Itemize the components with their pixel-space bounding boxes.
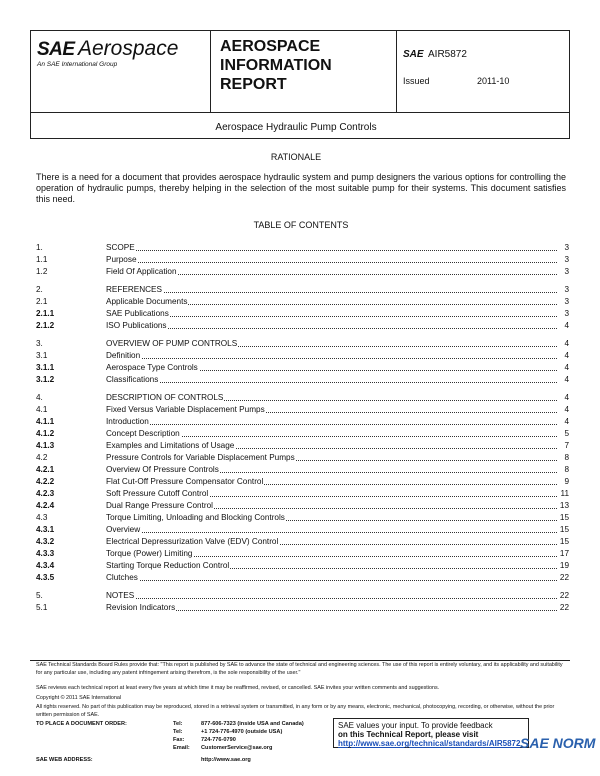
- toc-entry[interactable]: [36, 572, 569, 583]
- toc-entry-number: 1.: [36, 243, 43, 252]
- toc-entry-page: 4: [564, 375, 569, 384]
- toc-entry[interactable]: [36, 476, 569, 487]
- toc-entry[interactable]: [36, 308, 569, 319]
- issued-date: 2011-10: [477, 76, 510, 86]
- fax-value: 724-776-0790: [201, 737, 236, 743]
- toc-entry-title: Pressure Controls for Variable Displacement Pumps: [106, 453, 295, 462]
- toc-entry[interactable]: [36, 440, 569, 451]
- toc-entry-number: 4.3.1: [36, 525, 55, 534]
- toc-leader-dots: [106, 532, 557, 533]
- toc-entry-page: 22: [559, 573, 569, 582]
- toc-entry[interactable]: [36, 548, 569, 559]
- toc-entry[interactable]: [36, 602, 569, 613]
- toc-entry-number: 4.: [36, 393, 43, 402]
- document-number: AIR5872: [428, 49, 467, 60]
- toc-leader-dots: [106, 262, 557, 263]
- toc-entry-number: 4.3.5: [36, 573, 55, 582]
- web-value[interactable]: http://www.sae.org: [201, 757, 251, 763]
- logo-tagline: An SAE International Group: [37, 61, 118, 68]
- toc-entry-number: 4.3.4: [36, 561, 55, 570]
- toc-leader-dots: [106, 598, 557, 599]
- toc-entry[interactable]: [36, 350, 569, 361]
- toc-entry-title: Clutches: [106, 573, 138, 582]
- toc-entry-page: 4: [564, 405, 569, 414]
- header-top-border: [30, 30, 570, 31]
- toc-entry-number: 3.: [36, 339, 43, 348]
- toc-leader-dots: [106, 328, 557, 329]
- email-value[interactable]: CustomerService@sae.org: [201, 745, 273, 751]
- header-divider-1: [210, 30, 211, 113]
- toc-entry-title: SCOPE: [106, 243, 135, 252]
- toc-entry-number: 4.1.3: [36, 441, 55, 450]
- feedback-box: [333, 718, 529, 748]
- toc-entry[interactable]: [36, 374, 569, 385]
- toc-leader-dots: [106, 292, 557, 293]
- tel2-label: Tel:: [173, 729, 183, 735]
- toc-leader-dots: [106, 382, 557, 383]
- toc-entry-title: DESCRIPTION OF CONTROLS: [106, 393, 224, 402]
- document-type: [220, 37, 332, 94]
- toc-entry-page: 3: [564, 309, 569, 318]
- rationale-text: There is a need for a document that provides aerospace hydraulic system and pump designers the various options for controlling the operation of hydraulic pumps, thereby helping in the selection of the most suitable pump for their systems. This document satisfies this need.: [36, 172, 566, 204]
- toc-entry-page: 4: [564, 393, 569, 402]
- toc-entry-title: Torque (Power) Limiting: [106, 549, 193, 558]
- toc-entry-number: 4.2: [36, 453, 48, 462]
- toc-entry-number: 2.1.1: [36, 309, 55, 318]
- toc-entry[interactable]: [36, 362, 569, 373]
- toc-entry-title: Examples and Limitations of Usage: [106, 441, 235, 450]
- document-title: Aerospace Hydraulic Pump Controls: [215, 122, 377, 133]
- toc-entry-title: Torque Limiting, Unloading and Blocking Controls: [106, 513, 285, 522]
- toc-entry-title: Classifications: [106, 375, 159, 384]
- toc-entry-number: 2.1: [36, 297, 48, 306]
- toc-entry-page: 22: [559, 591, 569, 600]
- toc-entry[interactable]: [36, 296, 569, 307]
- toc-entry-title: Electrical Depressurization Valve (EDV) Control: [106, 537, 279, 546]
- toc-entry-title: Flat Cut-Off Pressure Compensator Control: [106, 477, 264, 486]
- toc-entry-title: Purpose: [106, 255, 137, 264]
- toc-entry[interactable]: [36, 266, 569, 277]
- toc-entry-page: 19: [559, 561, 569, 570]
- toc-entry-page: 4: [564, 321, 569, 330]
- toc-entry-title: Applicable Documents: [106, 297, 188, 306]
- toc-entry-page: 15: [559, 537, 569, 546]
- toc-entry-number: 2.: [36, 285, 43, 294]
- toc-entry-title: SAE Publications: [106, 309, 169, 318]
- toc-entry-page: 17: [559, 549, 569, 558]
- toc-entry-title: Field Of Application: [106, 267, 177, 276]
- toc-entry-page: 3: [564, 267, 569, 276]
- toc-entry[interactable]: [36, 464, 569, 475]
- web-label: SAE WEB ADDRESS:: [36, 757, 93, 763]
- toc-entry-page: 15: [559, 525, 569, 534]
- toc-entry[interactable]: [36, 590, 569, 601]
- toc-entry-number: 4.3: [36, 513, 48, 522]
- toc-entry-number: 4.3.2: [36, 537, 55, 546]
- sae-mark: SAE: [403, 49, 424, 60]
- toc-entry-number: 3.1.2: [36, 375, 55, 384]
- toc-entry-page: 8: [564, 465, 569, 474]
- toc-entry-title: Fixed Versus Variable Displacement Pumps: [106, 405, 265, 414]
- toc-entry-title: Concept Description: [106, 429, 180, 438]
- toc-entry-page: 22: [559, 603, 569, 612]
- toc-entry-page: 3: [564, 243, 569, 252]
- email-label: Email:: [173, 745, 190, 751]
- document-type-line-2: INFORMATION: [220, 57, 332, 74]
- toc-entry-page: 7: [564, 441, 569, 450]
- toc-entry-page: 5: [564, 429, 569, 438]
- logo-aerospace: Aerospace: [78, 37, 179, 60]
- document-type-line-1: AEROSPACE: [220, 38, 321, 55]
- rationale-heading: RATIONALE: [270, 152, 322, 162]
- toc-entry[interactable]: [36, 524, 569, 535]
- toc-entry-number: 2.1.2: [36, 321, 55, 330]
- feedback-link[interactable]: http://www.sae.org/technical/standards/AIR5872: [338, 739, 521, 748]
- toc-entry-number: 4.3.3: [36, 549, 55, 558]
- toc-entry[interactable]: [36, 416, 569, 427]
- toc-entry-title: OVERVIEW OF PUMP CONTROLS: [106, 339, 238, 348]
- toc-entry-page: 15: [559, 513, 569, 522]
- toc-entry-title: Starting Torque Reduction Control: [106, 561, 230, 570]
- toc-entry[interactable]: [36, 452, 569, 463]
- toc-entry-page: 4: [564, 417, 569, 426]
- tel2-value: +1 724-776-4970 (outside USA): [201, 729, 283, 735]
- toc-entry[interactable]: [36, 338, 569, 349]
- feedback-line-1: SAE values your input. To provide feedback: [338, 721, 493, 730]
- toc-entry[interactable]: [36, 284, 569, 295]
- footer-review-text: SAE reviews each technical report at least every five years at which time it may be reaffirmed, revised, or cancelled. SAE invites your written comments and suggestions.: [36, 685, 440, 691]
- toc-entry-page: 3: [564, 255, 569, 264]
- title-bottom-border: [30, 138, 570, 139]
- toc-entry-number: 5.: [36, 591, 43, 600]
- toc-entry[interactable]: [36, 536, 569, 547]
- issued-label: Issued: [403, 76, 430, 86]
- toc-entry[interactable]: [36, 392, 569, 403]
- header-divider-2: [396, 30, 397, 113]
- toc-entry-number: 5.1: [36, 603, 48, 612]
- toc-entry-page: 4: [564, 363, 569, 372]
- toc-entry-page: 9: [564, 477, 569, 486]
- toc-entry-page: 11: [560, 489, 569, 498]
- footer-divider: [30, 660, 570, 661]
- toc-entry-title: Dual Range Pressure Control: [106, 501, 213, 510]
- toc-leader-dots: [106, 250, 557, 251]
- document-type-line-3: REPORT: [220, 76, 287, 93]
- toc-entry-page: 13: [559, 501, 569, 510]
- toc-entry-title: NOTES: [106, 591, 135, 600]
- toc-entry[interactable]: [36, 320, 569, 331]
- toc-entry-number: 4.2.1: [36, 465, 55, 474]
- toc-entry-title: REFERENCES: [106, 285, 162, 294]
- header-bottom-border: [30, 112, 570, 113]
- toc-heading: TABLE OF CONTENTS: [253, 220, 349, 230]
- toc-entry-title: Revision Indicators: [106, 603, 176, 612]
- toc-entry[interactable]: [36, 428, 569, 439]
- toc-entry[interactable]: [36, 500, 569, 511]
- toc-entry[interactable]: [36, 488, 569, 499]
- toc-entry-title: Definition: [106, 351, 141, 360]
- toc-entry-number: 4.2.3: [36, 489, 55, 498]
- frame-left-border: [30, 30, 31, 139]
- footer-rights-text: All rights reserved. No part of this publication may be reproduced, stored in a retrieval system or transmitted, in any form or by any means, electronic, mechanical, photocopying, recording, or otherwise, without the prior written permission of SAE.: [36, 704, 555, 718]
- toc-entry[interactable]: [36, 242, 569, 253]
- toc-entry-number: 1.1: [36, 255, 48, 264]
- toc-entry-page: 4: [564, 351, 569, 360]
- toc-entry-number: 4.1.2: [36, 429, 55, 438]
- toc-entry-number: 3.1: [36, 351, 48, 360]
- toc-entry-page: 3: [564, 297, 569, 306]
- toc-entry-page: 8: [564, 453, 569, 462]
- toc-entry-page: 4: [564, 339, 569, 348]
- footer-copyright: Copyright © 2011 SAE International: [36, 695, 122, 701]
- toc-entry-number: 4.1: [36, 405, 48, 414]
- footer-rules-text: SAE Technical Standards Board Rules provide that: "This report is published by SAE to advance the state of technical and engineering sciences. The use of this report is entirely voluntary, and its applicability and suitability for any particular use, including any patent infringement arising therefrom, is the sole responsibility of the user.": [36, 662, 563, 676]
- tel-value: 877-606-7323 (inside USA and Canada): [201, 721, 304, 727]
- logo-sae: SAE: [37, 39, 75, 60]
- fax-label: Fax:: [173, 737, 185, 743]
- toc-entry[interactable]: [36, 254, 569, 265]
- tel-label: Tel:: [173, 721, 183, 727]
- toc-entry-title: Introduction: [106, 417, 149, 426]
- toc-entry-title: Soft Pressure Cutoff Control: [106, 489, 209, 498]
- toc-entry-title: ISO Publications: [106, 321, 167, 330]
- toc-entry-number: 4.2.2: [36, 477, 55, 486]
- toc-leader-dots: [106, 424, 557, 425]
- toc-leader-dots: [106, 358, 557, 359]
- toc-entry[interactable]: [36, 560, 569, 571]
- toc-entry-number: 3.1.1: [36, 363, 55, 372]
- watermark-sae-norm: SAE NORM: [520, 735, 596, 751]
- toc-entry[interactable]: [36, 404, 569, 415]
- toc-entry[interactable]: [36, 512, 569, 523]
- toc-entry-title: Overview: [106, 525, 141, 534]
- toc-entry-number: 4.1.1: [36, 417, 55, 426]
- toc-entry-title: Overview Of Pressure Controls: [106, 465, 219, 474]
- toc-entry-page: 3: [564, 285, 569, 294]
- toc-entry-title: Aerospace Type Controls: [106, 363, 198, 372]
- feedback-line-2: on this Technical Report, please visit: [338, 730, 479, 739]
- toc-leader-dots: [106, 580, 557, 581]
- order-label: TO PLACE A DOCUMENT ORDER:: [36, 721, 127, 727]
- toc-entry-number: 4.2.4: [36, 501, 55, 510]
- toc-leader-dots: [106, 316, 557, 317]
- toc-entry-number: 1.2: [36, 267, 48, 276]
- frame-right-border: [569, 30, 570, 139]
